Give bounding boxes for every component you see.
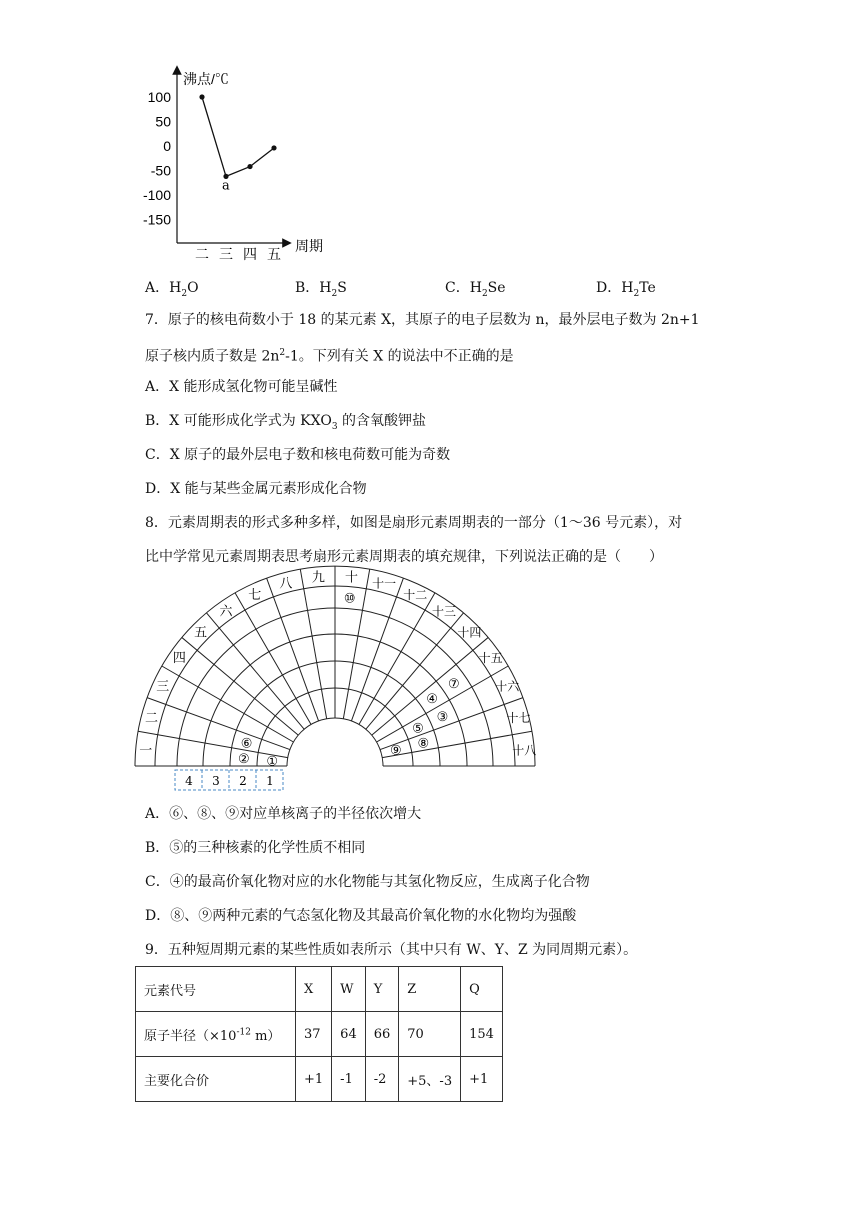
group-label: 十四 [457, 625, 482, 640]
table-row [136, 1057, 503, 1102]
y-tick-label: -150 [142, 211, 171, 228]
group-label: 十一 [372, 576, 397, 591]
element-marker: ② [238, 752, 250, 768]
y-axis-label: 沸点/℃ [183, 71, 229, 87]
formula-part: H [319, 280, 332, 296]
table-cell [136, 1012, 296, 1057]
q7-option-b[interactable] [145, 411, 426, 437]
formula-part: H [469, 280, 482, 296]
group-label: 六 [219, 604, 233, 620]
text-part: m） [250, 1028, 281, 1044]
q8-option-c[interactable]: C．④的最高价氧化物对应的水化物能与其氢化物反应，生成离子化合物 [145, 874, 590, 890]
data-point [199, 94, 204, 99]
q8-option-a[interactable]: A．⑥、⑧、⑨对应单核离子的半径依次增大 [145, 806, 422, 822]
text-part: 的含氧酸钾盐 [337, 413, 426, 429]
group-spoke [138, 731, 288, 757]
formula-sub: 2 [481, 288, 488, 299]
fan-periodic-table [139, 570, 537, 793]
x-axis-label: 周期 [295, 238, 323, 254]
group-label: 四 [172, 651, 186, 667]
text-part: -1。下列有关 X 的说法中不正确的是 [285, 348, 514, 365]
element-marker: ⑦ [447, 676, 460, 692]
group-label: 二 [144, 710, 158, 726]
table-cell: Y [365, 967, 399, 1012]
group-spoke [382, 731, 532, 757]
q7-stem-line1: 7．原子的核电荷数小于 18 的某元素 X，其原子的电子层数为 n，最外层电子数为 2n+1 [145, 312, 700, 328]
table-cell: -2 [365, 1057, 399, 1102]
element-marker: ⑩ [343, 591, 356, 607]
q6-option-d[interactable] [596, 277, 656, 299]
data-point [247, 164, 252, 169]
period-labels [175, 770, 283, 790]
formula-sub: 3 [331, 421, 338, 432]
y-tick-label: 50 [155, 113, 171, 130]
formula-part: O [187, 280, 199, 296]
table-cell: 70 [399, 1012, 461, 1057]
group-label: 十 [345, 570, 359, 586]
q6-option-c[interactable] [445, 277, 506, 299]
y-tick-labels [143, 89, 171, 228]
q7-option-c[interactable]: C．X 原子的最外层电子数和核电荷数可能为奇数 [145, 447, 451, 463]
formula-part: Te [639, 280, 656, 296]
group-label: 五 [194, 625, 208, 641]
table-row [136, 1012, 503, 1057]
table-cell: 元素代号 [136, 967, 296, 1012]
table-cell: 主要化合价 [136, 1057, 296, 1102]
option-letter: B． [295, 280, 320, 296]
option-letter: C． [445, 280, 470, 296]
y-tick-label: 0 [163, 138, 171, 154]
element-marker: ③ [436, 709, 449, 725]
group-label: 十三 [431, 604, 456, 619]
group-spoke [359, 593, 435, 725]
group-label: 八 [279, 576, 293, 592]
table-cell: -1 [332, 1057, 366, 1102]
group-label: 十五 [478, 651, 503, 666]
element-marker: ⑥ [240, 736, 253, 752]
table-cell: W [332, 967, 366, 1012]
period-label: 2 [239, 774, 247, 788]
group-label: 一 [139, 743, 153, 759]
group-spoke [267, 578, 319, 721]
period-label: 1 [266, 774, 274, 788]
q9-stem: 9．五种短周期元素的某些性质如表所示（其中只有 W、Y、Z 为同周期元素）。 [145, 942, 638, 958]
formula-part: Se [487, 280, 506, 296]
formula-sub: 2 [633, 288, 640, 299]
q7-option-d[interactable]: D．X 能与某些金属元素形成化合物 [145, 481, 367, 497]
y-tick-label: 100 [147, 89, 171, 105]
group-spoke [144, 698, 290, 750]
group-spoke [377, 666, 509, 742]
text-part: B．X 可能形成化学式为 KXO [145, 413, 332, 429]
point-label-a: a [222, 178, 230, 194]
table-cell: +5、-3 [399, 1057, 461, 1102]
y-tick-label: -100 [142, 187, 171, 203]
formula-sub: 2 [181, 288, 188, 299]
text-part: 原子核内质子数是 2n [145, 348, 280, 365]
x-tick-label: 四 [243, 247, 257, 263]
table-row [136, 967, 503, 1012]
table-cell: 37 [296, 1012, 332, 1057]
group-spoke [380, 698, 523, 750]
table-cell: 64 [332, 1012, 366, 1057]
element-marker: ① [266, 754, 279, 770]
series-line [202, 97, 274, 176]
formula-sub: 2 [331, 288, 338, 299]
data-point [271, 145, 276, 150]
period-label: 4 [185, 774, 193, 788]
group-label: 十八 [512, 743, 537, 758]
y-tick-label: -50 [150, 162, 171, 179]
q6-option-a[interactable] [145, 277, 199, 299]
formula-part: H [621, 280, 634, 296]
element-properties-table [135, 966, 503, 1102]
x-tick-labels [195, 247, 281, 263]
boiling-point-chart [135, 62, 365, 272]
period-label: 3 [212, 774, 220, 788]
group-spoke [351, 578, 403, 721]
q8-option-b[interactable]: B．⑤的三种核素的化学性质不相同 [145, 840, 366, 856]
q8-stem-line2: 比中学常见元素周期表思考扇形元素周期表的填充规律，下列说法正确的是（ ） [145, 549, 663, 565]
superscript: -12 [236, 1027, 251, 1038]
q7-stem-line2 [145, 343, 514, 367]
table-cell: 154 [461, 1012, 503, 1057]
group-label: 十六 [495, 679, 520, 694]
element-marker: ⑨ [390, 743, 402, 759]
group-spoke [235, 593, 311, 725]
formula-part: S [337, 280, 347, 296]
table-cell: X [296, 967, 332, 1012]
table-cell: +1 [296, 1057, 332, 1102]
q8-option-d[interactable]: D．⑧、⑨两种元素的气态氢化物及其最高价氧化物的水化物均为强酸 [145, 908, 577, 924]
group-label: 七 [248, 587, 262, 603]
table-cell: 66 [365, 1012, 399, 1057]
element-marker: ⑧ [417, 736, 430, 752]
superscript: 2 [279, 348, 286, 358]
option-letter: A． [145, 280, 170, 296]
option-letter: D． [596, 280, 622, 296]
table-cell: Q [461, 967, 503, 1012]
group-label: 十二 [403, 587, 428, 602]
group-labels [139, 570, 536, 759]
q6-option-b[interactable] [295, 277, 347, 299]
element-marker: ④ [426, 692, 438, 708]
formula-part: H [169, 280, 182, 296]
x-tick-label: 三 [219, 247, 233, 263]
x-tick-label: 二 [195, 247, 209, 263]
group-spoke [300, 569, 326, 719]
x-tick-label: 五 [267, 247, 281, 263]
fan-grid [135, 566, 535, 766]
text-part: 原子半径（×10 [144, 1028, 237, 1044]
q7-option-a[interactable]: A．X 能形成氢化物可能呈碱性 [145, 379, 338, 395]
element-marker: ⑤ [412, 721, 424, 737]
group-label: 九 [311, 570, 325, 586]
q8-stem-line1: 8．元素周期表的形式多种多样，如图是扇形元素周期表的一部分（1～36 号元素），对 [145, 515, 683, 531]
group-spoke [162, 666, 294, 742]
data-points [199, 94, 276, 179]
table-cell: Z [399, 967, 461, 1012]
group-label: 三 [156, 679, 170, 695]
table-cell: +1 [461, 1057, 503, 1102]
group-label: 十七 [506, 710, 531, 725]
